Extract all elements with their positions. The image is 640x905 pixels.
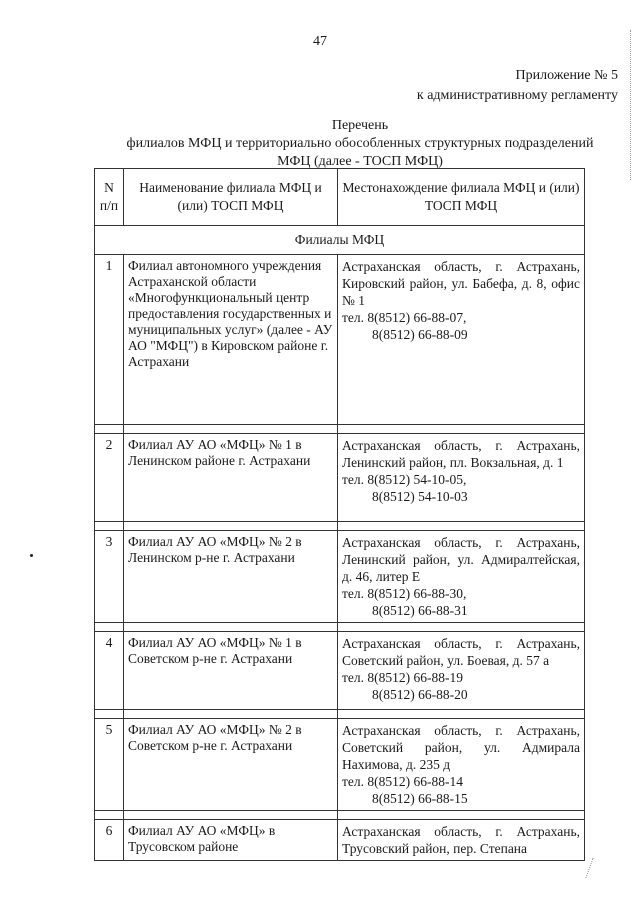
title-line-3: МФЦ (далее - ТОСП МФЦ) — [277, 154, 443, 169]
row-gap — [95, 811, 585, 820]
gap-cell — [95, 425, 124, 434]
branch-phone-2: 8(8512) 54-10-03 — [372, 489, 468, 504]
section-title: Филиалы МФЦ — [95, 226, 585, 255]
branch-location — [338, 255, 585, 425]
branch-phone-2: 8(8512) 66-88-31 — [372, 603, 468, 618]
branches-table — [94, 168, 585, 861]
gap-cell — [338, 811, 585, 820]
row-gap — [95, 623, 585, 632]
table-row — [95, 719, 585, 811]
branch-location — [338, 820, 585, 861]
gap-cell — [124, 811, 338, 820]
branch-phone-2: 8(8512) 66-88-09 — [372, 327, 468, 342]
branch-name: Филиал АУ АО «МФЦ» № 1 в Советском р-не г. Астрахани — [124, 632, 338, 710]
branch-name: Филиал АУ АО «МФЦ» в Трусовском районе — [124, 820, 338, 861]
branch-location — [338, 434, 585, 522]
header-location: Местонахождение филиала МФЦ и (или) ТОСП МФЦ — [338, 169, 585, 226]
gap-cell — [124, 710, 338, 719]
branch-address: Астраханская область, г. Астрахань, Советский район, ул. Адмирала Нахимова, д. 235 д — [342, 723, 580, 772]
appendix-line-1: Приложение № 5 — [515, 68, 618, 83]
branch-location — [338, 719, 585, 811]
row-gap — [95, 522, 585, 531]
title-line-2: филиалов МФЦ и территориально обособленных структурных подразделений — [126, 136, 594, 151]
table-row — [95, 255, 585, 425]
branch-phone-1: тел. 8(8512) 66-88-19 — [342, 670, 463, 685]
branch-address: Астраханская область, г. Астрахань, Ленинский район, пл. Вокзальная, д. 1 — [342, 438, 580, 470]
gap-cell — [338, 425, 585, 434]
branch-name: Филиал АУ АО «МФЦ» № 1 в Ленинском районе г. Астрахани — [124, 434, 338, 522]
gap-cell — [124, 623, 338, 632]
gap-cell — [95, 811, 124, 820]
row-number: 2 — [95, 434, 124, 522]
gap-cell — [338, 710, 585, 719]
branch-location — [338, 632, 585, 710]
table-row — [95, 820, 585, 861]
row-number: 6 — [95, 820, 124, 861]
branch-name: Филиал АУ АО «МФЦ» № 2 в Ленинском р-не г. Астрахани — [124, 531, 338, 623]
gap-cell — [95, 522, 124, 531]
document-title — [95, 117, 625, 171]
scan-speck — [30, 554, 33, 557]
gap-cell — [124, 522, 338, 531]
branch-address: Астраханская область, г. Астрахань, Кировский район, ул. Бабефа, д. 8, офис № 1 — [342, 259, 580, 308]
table-row — [95, 632, 585, 710]
gap-cell — [95, 710, 124, 719]
row-number: 1 — [95, 255, 124, 425]
page-number: 47 — [313, 34, 327, 49]
branch-address: Астраханская область, г. Астрахань, Трусовский район, пер. Степана — [342, 824, 580, 856]
gap-cell — [124, 425, 338, 434]
branch-phone-1: тел. 8(8512) 54-10-05, — [342, 472, 467, 487]
gap-cell — [95, 623, 124, 632]
branch-phone-1: тел. 8(8512) 66-88-07, — [342, 310, 467, 325]
branch-address: Астраханская область, г. Астрахань, Ленинский район, ул. Адмиралтейская, д. 46, литер Е — [342, 535, 580, 584]
row-number: 5 — [95, 719, 124, 811]
scan-edge-mark — [630, 30, 634, 180]
row-gap — [95, 710, 585, 719]
branch-phone-2: 8(8512) 66-88-15 — [372, 791, 468, 806]
branch-phone-1: тел. 8(8512) 66-88-30, — [342, 586, 467, 601]
appendix-line-2: к административному регламенту — [416, 88, 618, 103]
branch-address: Астраханская область, г. Астрахань, Советский район, ул. Боевая, д. 57 а — [342, 636, 580, 668]
branch-location — [338, 531, 585, 623]
gap-cell — [338, 623, 585, 632]
table-row — [95, 531, 585, 623]
section-row — [95, 226, 585, 255]
table-row — [95, 434, 585, 522]
scan-corner-mark — [585, 858, 613, 878]
row-number: 4 — [95, 632, 124, 710]
row-gap — [95, 425, 585, 434]
branch-phone-2: 8(8512) 66-88-20 — [372, 687, 468, 702]
header-num: N п/п — [95, 169, 124, 226]
appendix-note — [417, 66, 618, 106]
row-number: 3 — [95, 531, 124, 623]
branch-name: Филиал АУ АО «МФЦ» № 2 в Советском р-не г. Астрахани — [124, 719, 338, 811]
header-name: Наименование филиала МФЦ и (или) ТОСП МФЦ — [124, 169, 338, 226]
title-line-1: Перечень — [331, 118, 389, 133]
gap-cell — [338, 522, 585, 531]
branch-phone-1: тел. 8(8512) 66-88-14 — [342, 774, 463, 789]
branch-name: Филиал автономного учреждения Астраханской области «Многофункциональный центр предоставления государственных и муниципальных услуг» (далее - АУ АО "МФЦ") в Кировском районе г. Астрахани — [124, 255, 338, 425]
table-header-row — [95, 169, 585, 226]
